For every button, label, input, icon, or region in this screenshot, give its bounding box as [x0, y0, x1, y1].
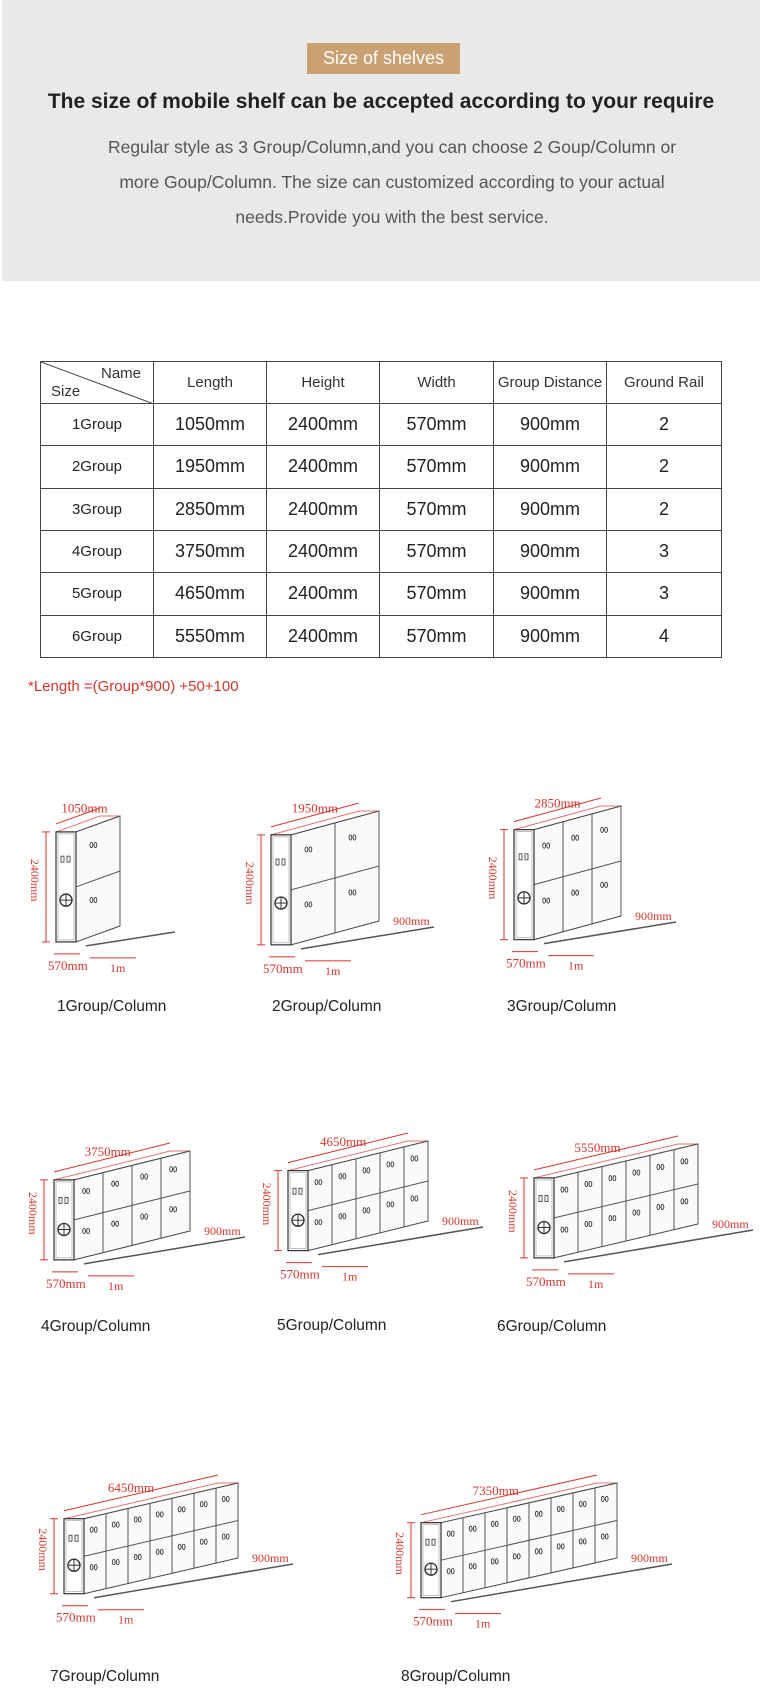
- row-label: 4Group: [41, 530, 154, 572]
- end-panel: [421, 1523, 441, 1598]
- shelf-diagram-2: [245, 775, 433, 990]
- width-label: 570mm: [263, 960, 303, 976]
- rail-length-label: 1m: [342, 1269, 358, 1284]
- end-panel: [56, 832, 76, 942]
- cell-width: 570mm: [380, 530, 494, 572]
- cell-length: 5550mm: [154, 615, 267, 657]
- width-label: 570mm: [526, 1273, 566, 1289]
- rail-length-label: 1m: [110, 960, 126, 975]
- cell-ground-rail: 2: [607, 446, 722, 488]
- length-label: 7350mm: [472, 1482, 519, 1498]
- shelf-diagram-8: [393, 1447, 671, 1631]
- cell-height: 2400mm: [267, 573, 380, 615]
- page-title: The size of mobile shelf can be accepted according to your require: [47, 90, 715, 113]
- cell-length: 4650mm: [154, 573, 267, 615]
- width-label: 570mm: [46, 1275, 86, 1291]
- length-label: 1950mm: [291, 800, 339, 816]
- table-row: [41, 615, 722, 657]
- cell-ground-rail: 3: [607, 530, 722, 572]
- group-distance-label: 900mm: [442, 1214, 479, 1228]
- corner-label-name: Name: [100, 365, 141, 382]
- row-label: 3Group: [41, 488, 154, 530]
- height-label: 2400mm: [506, 1189, 520, 1233]
- end-panel: [288, 1171, 308, 1251]
- cell-width: 570mm: [380, 615, 494, 657]
- cell-height: 2400mm: [267, 530, 380, 572]
- end-panel: [54, 1180, 74, 1260]
- width-label: 570mm: [56, 1609, 96, 1625]
- shelf-drawing: [506, 1108, 752, 1291]
- cell-height: 2400mm: [267, 615, 380, 657]
- cell-length: 1050mm: [154, 404, 267, 446]
- diagram-caption: 2Group/Column: [272, 998, 382, 1015]
- cell-width: 570mm: [380, 573, 494, 615]
- row-label: 1Group: [41, 404, 154, 446]
- cell-group-distance: 900mm: [494, 615, 607, 657]
- width-label: 570mm: [506, 955, 546, 971]
- length-label: 4650mm: [320, 1134, 367, 1150]
- height-label: 2400mm: [486, 856, 500, 900]
- diagram-caption: 5Group/Column: [277, 1317, 387, 1334]
- diagram-caption: 4Group/Column: [41, 1318, 151, 1335]
- shelf-diagram-5: [262, 1105, 482, 1290]
- rail-length-label: 1m: [588, 1276, 604, 1291]
- table-row: [41, 446, 722, 488]
- length-label: 5550mm: [574, 1140, 621, 1156]
- description-line: more Goup/Column. The size can customized according to your actual: [119, 172, 665, 192]
- diagram-caption: 6Group/Column: [497, 1318, 607, 1335]
- cell-height: 2400mm: [267, 404, 380, 446]
- cell-ground-rail: 2: [607, 404, 722, 446]
- cell-ground-rail: 2: [607, 488, 722, 530]
- cell-width: 570mm: [380, 488, 494, 530]
- table-row: [41, 404, 722, 446]
- row-label: 5Group: [41, 573, 154, 615]
- shelf-diagram-6: [508, 1108, 752, 1293]
- diagram-caption: 7Group/Column: [50, 1668, 160, 1685]
- height-label: 2400mm: [243, 861, 257, 905]
- group-distance-label: 900mm: [393, 914, 430, 928]
- shelf-diagram-1: [30, 780, 174, 995]
- end-panel: [534, 1178, 554, 1258]
- table-row: [41, 488, 722, 530]
- cell-length: 3750mm: [154, 530, 267, 572]
- header-banner: [2, 0, 760, 281]
- header-group-distance: Group Distance: [494, 362, 607, 404]
- shelf-drawing: [393, 1447, 671, 1631]
- cell-width: 570mm: [380, 446, 494, 488]
- shelf-drawing: [36, 1447, 292, 1627]
- length-label: 2850mm: [534, 795, 581, 811]
- description-line: Regular style as 3 Group/Column,and you can choose 2 Goup/Column or: [107, 137, 677, 157]
- description: [92, 130, 692, 235]
- corner-label-size: Size: [51, 383, 81, 400]
- group-distance-label: 900mm: [631, 1551, 668, 1565]
- group-distance-label: 900mm: [712, 1217, 749, 1231]
- table-row: [41, 573, 722, 615]
- size-table: [40, 361, 722, 658]
- cell-width: 570mm: [380, 404, 494, 446]
- end-panel: [64, 1519, 84, 1594]
- width-label: 570mm: [413, 1613, 453, 1629]
- header-ground-rail: Ground Rail: [607, 362, 722, 404]
- table-row: [41, 530, 722, 572]
- rail-length-label: 1m: [108, 1278, 124, 1293]
- shelf-drawing: [28, 1115, 244, 1295]
- height-label: 2400mm: [28, 858, 42, 902]
- cell-ground-rail: 3: [607, 573, 722, 615]
- shelf-drawing: [245, 775, 433, 985]
- diagram-caption: 1Group/Column: [57, 998, 167, 1015]
- length-label: 3750mm: [84, 1143, 131, 1159]
- rail-length-label: 1m: [475, 1616, 491, 1631]
- group-distance-label: 900mm: [635, 909, 672, 923]
- group-distance-label: 900mm: [252, 1551, 289, 1565]
- description-line: needs.Provide you with the best service.: [235, 207, 549, 227]
- cell-group-distance: 900mm: [494, 488, 607, 530]
- cell-height: 2400mm: [267, 446, 380, 488]
- table-header-row: [41, 362, 722, 404]
- height-label: 2400mm: [260, 1182, 274, 1226]
- shelf-drawing: [30, 780, 174, 990]
- rail-length-label: 1m: [118, 1612, 134, 1627]
- table-corner-cell: [41, 362, 154, 404]
- cell-group-distance: 900mm: [494, 446, 607, 488]
- cell-height: 2400mm: [267, 488, 380, 530]
- shelf-diagram-4: [28, 1115, 244, 1300]
- height-label: 2400mm: [36, 1528, 50, 1571]
- group-distance-label: 900mm: [204, 1224, 241, 1238]
- width-label: 570mm: [280, 1266, 320, 1282]
- cell-length: 1950mm: [154, 446, 267, 488]
- header-height: Height: [267, 362, 380, 404]
- cell-length: 2850mm: [154, 488, 267, 530]
- cell-group-distance: 900mm: [494, 404, 607, 446]
- header-length: Length: [154, 362, 267, 404]
- width-label: 570mm: [48, 957, 88, 973]
- length-label: 6450mm: [107, 1480, 155, 1496]
- shelf-diagram-3: [488, 770, 675, 985]
- rail-length-label: 1m: [568, 958, 584, 973]
- length-formula: *Length =(Group*900) +50+100: [28, 678, 239, 695]
- end-panel: [271, 835, 291, 945]
- rail-length-label: 1m: [325, 963, 341, 978]
- cell-group-distance: 900mm: [494, 573, 607, 615]
- diagram-caption: 8Group/Column: [401, 1668, 511, 1685]
- length-label: 1050mm: [61, 800, 108, 816]
- height-label: 2400mm: [393, 1532, 407, 1575]
- shelf-drawing: [262, 1105, 482, 1285]
- ground-rail: [86, 932, 175, 946]
- header-width: Width: [380, 362, 494, 404]
- row-label: 2Group: [41, 446, 154, 488]
- diagram-caption: 3Group/Column: [507, 998, 617, 1015]
- shelf-diagram-7: [38, 1447, 292, 1627]
- cell-group-distance: 900mm: [494, 530, 607, 572]
- shelf-drawing: [488, 770, 675, 980]
- row-label: 6Group: [41, 615, 154, 657]
- height-label: 2400mm: [26, 1191, 40, 1235]
- section-badge: Size of shelves: [307, 43, 460, 74]
- cell-ground-rail: 4: [607, 615, 722, 657]
- end-panel: [514, 830, 534, 940]
